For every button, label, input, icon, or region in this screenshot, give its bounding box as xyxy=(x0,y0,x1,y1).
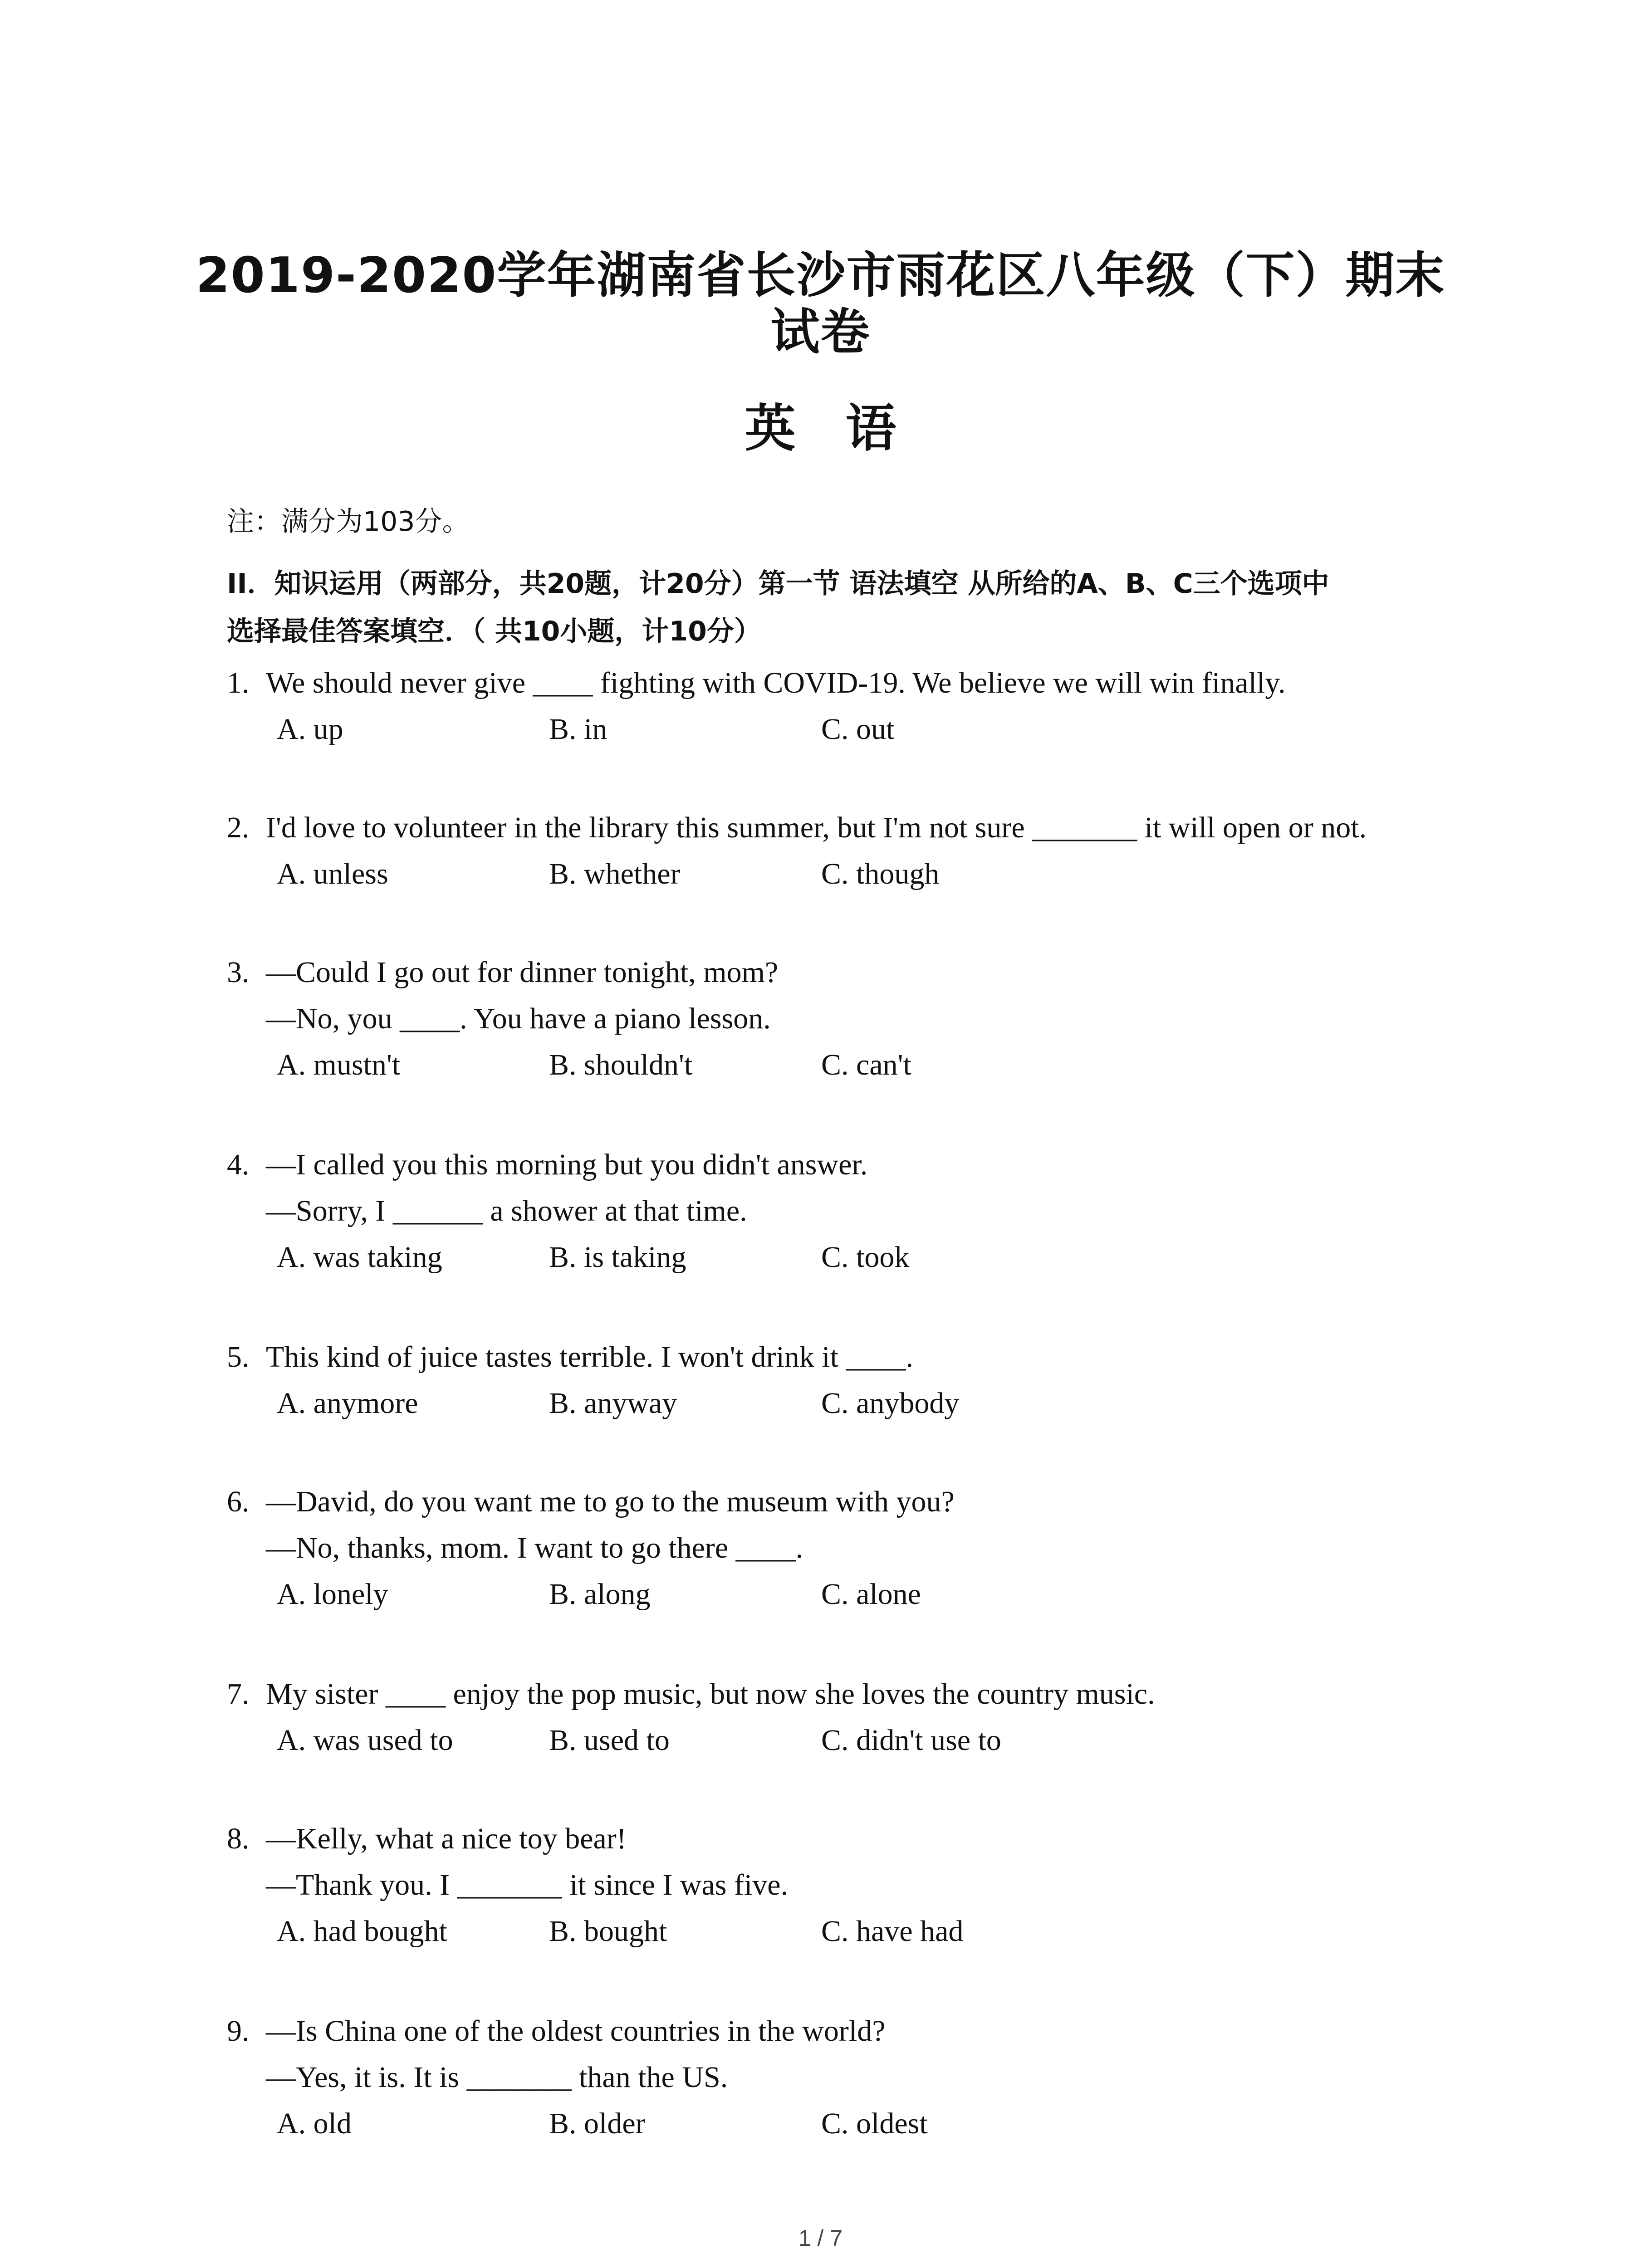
question-item xyxy=(227,1671,1429,1816)
option-b: B. older xyxy=(549,2107,646,2140)
question-line xyxy=(227,1525,1429,1571)
question-line xyxy=(227,2054,1429,2101)
question-number: 8. xyxy=(227,1822,250,1855)
subject-heading: 英语 xyxy=(745,399,946,458)
option-b: B. along xyxy=(549,1578,651,1611)
answer-options xyxy=(227,851,1429,897)
question-item xyxy=(227,1816,1429,2008)
option-a: A. had bought xyxy=(277,1915,447,1948)
option-c: C. anybody xyxy=(821,1387,960,1420)
option-c: C. alone xyxy=(821,1578,921,1611)
question-list xyxy=(227,660,1429,2200)
question-line xyxy=(227,1142,1429,1188)
exam-title-line-2: 试卷 xyxy=(770,304,871,361)
option-b: B. used to xyxy=(549,1724,670,1757)
answer-options xyxy=(227,1380,1429,1427)
question-item xyxy=(227,660,1429,805)
question-line xyxy=(227,1862,1429,1908)
answer-options xyxy=(227,706,1429,753)
option-a: A. up xyxy=(277,713,343,746)
option-b: B. anyway xyxy=(549,1387,677,1420)
option-a: A. unless xyxy=(277,857,388,890)
section-heading-line-1: II．知识运用（两部分，共20题，计20分）第一节 语法填空 从所给的A、B、C三个选项中 xyxy=(227,568,1329,600)
option-c: C. out xyxy=(821,713,895,746)
option-b: B. whether xyxy=(549,857,681,890)
option-a: A. was used to xyxy=(277,1724,453,1757)
question-line xyxy=(227,949,1429,996)
question-text: My sister ____ enjoy the pop music, but now she loves the country music. xyxy=(266,1677,1155,1711)
answer-options xyxy=(227,1908,1429,1955)
page-number: 1 / 7 xyxy=(798,2225,843,2251)
option-c: C. oldest xyxy=(821,2107,928,2140)
question-item xyxy=(227,1142,1429,1334)
question-line xyxy=(227,996,1429,1042)
answer-options xyxy=(227,1571,1429,1618)
question-number: 7. xyxy=(227,1677,250,1711)
option-b: B. bought xyxy=(549,1915,667,1948)
question-number: 5. xyxy=(227,1340,250,1374)
question-number: 2. xyxy=(227,811,250,844)
question-line xyxy=(227,1334,1429,1380)
question-text: —No, you ____. You have a piano lesson. xyxy=(266,1002,771,1035)
question-item xyxy=(227,1334,1429,1479)
answer-options xyxy=(227,1717,1429,1764)
question-text: —David, do you want me to go to the museum with you? xyxy=(266,1485,955,1518)
option-c: C. took xyxy=(821,1241,910,1274)
question-line xyxy=(227,1479,1429,1525)
question-item xyxy=(227,805,1429,949)
question-text: —Kelly, what a nice toy bear! xyxy=(266,1822,627,1855)
question-text: We should never give ____ fighting with COVID-19. We believe we will win finally. xyxy=(266,666,1286,699)
question-text: —Is China one of the oldest countries in the world? xyxy=(266,2014,886,2048)
option-c: C. can't xyxy=(821,1048,911,1081)
question-item xyxy=(227,949,1429,1142)
question-text: —Thank you. I _______ it since I was five. xyxy=(266,1868,789,1901)
question-line xyxy=(227,660,1429,706)
question-number: 9. xyxy=(227,2014,250,2048)
option-b: B. is taking xyxy=(549,1241,686,1274)
question-text: This kind of juice tastes terrible. I won't drink it ____. xyxy=(266,1340,913,1374)
question-text: I'd love to volunteer in the library this summer, but I'm not sure _______ it will open or not. xyxy=(266,811,1367,844)
question-item xyxy=(227,2008,1429,2200)
option-c: C. have had xyxy=(821,1915,964,1948)
option-c: C. didn't use to xyxy=(821,1724,1001,1757)
option-b: B. shouldn't xyxy=(549,1048,693,1081)
score-note: 注：满分为103分。 xyxy=(227,506,470,538)
section-heading-line-2: 选择最佳答案填空．（ 共10小题，计10分） xyxy=(227,616,761,647)
question-text: —Yes, it is. It is _______ than the US. xyxy=(266,2061,728,2094)
question-number: 6. xyxy=(227,1485,250,1518)
question-item xyxy=(227,1479,1429,1671)
option-c: C. though xyxy=(821,857,940,890)
question-line xyxy=(227,805,1429,851)
exam-title-line-1: 2019-2020学年湖南省长沙市雨花区八年级（下）期末 xyxy=(196,247,1445,304)
answer-options xyxy=(227,1234,1429,1281)
question-line xyxy=(227,2008,1429,2054)
question-number: 3. xyxy=(227,956,250,989)
option-b: B. in xyxy=(549,713,607,746)
option-a: A. anymore xyxy=(277,1387,418,1420)
question-line xyxy=(227,1816,1429,1862)
question-line xyxy=(227,1671,1429,1717)
question-text: —No, thanks, mom. I want to go there ____. xyxy=(266,1531,803,1564)
answer-options xyxy=(227,1042,1429,1088)
option-a: A. old xyxy=(277,2107,352,2140)
option-a: A. lonely xyxy=(277,1578,388,1611)
question-number: 1. xyxy=(227,666,250,699)
question-line xyxy=(227,1188,1429,1234)
option-a: A. was taking xyxy=(277,1241,442,1274)
question-number: 4. xyxy=(227,1148,250,1181)
section-heading xyxy=(227,560,1443,655)
question-text: —I called you this morning but you didn't answer. xyxy=(266,1148,868,1181)
exam-title xyxy=(136,247,1505,361)
answer-options xyxy=(227,2101,1429,2147)
question-text: —Sorry, I ______ a shower at that time. xyxy=(266,1194,747,1227)
question-text: —Could I go out for dinner tonight, mom? xyxy=(266,956,779,989)
option-a: A. mustn't xyxy=(277,1048,401,1081)
